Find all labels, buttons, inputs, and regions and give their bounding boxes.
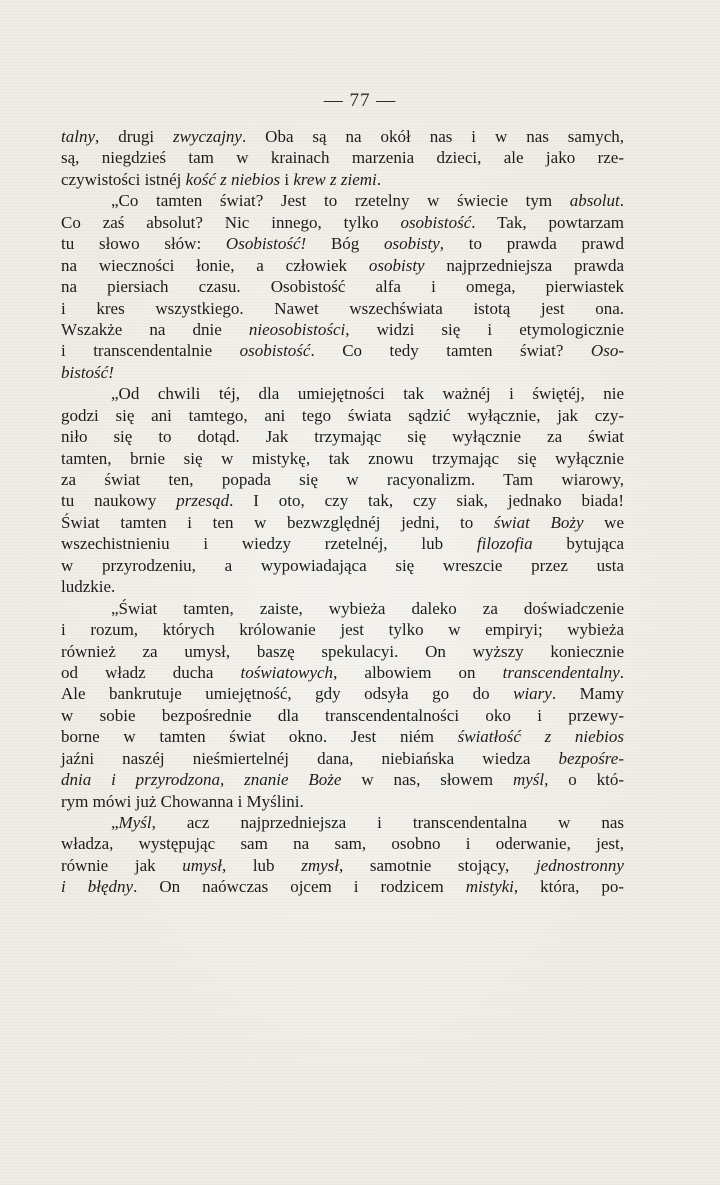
text-segment: , drugi <box>95 127 174 146</box>
text-segment: , <box>220 770 245 790</box>
text-segment: we <box>583 512 624 532</box>
text-segment: , albowiem on <box>333 662 503 682</box>
italic-text-segment: Osobistość! <box>225 234 307 254</box>
text-segment: , to prawda prawd <box>439 234 624 254</box>
text-line <box>61 426 624 447</box>
text-segment: „Od chwili téj, dla umiejętności tak ważnéj i świętéj, nie <box>111 384 624 404</box>
text-segment: . Tak, powtarzam <box>471 212 624 232</box>
text-segment: „Świat tamten, zaiste, wybieża daleko za doświadczenie <box>111 598 624 618</box>
text-line <box>61 169 624 190</box>
text-line <box>61 147 624 168</box>
text-segment: ludzkie. <box>61 577 116 597</box>
italic-text-segment: i błędny <box>61 877 134 897</box>
italic-text-segment: zwyczajny <box>173 127 242 146</box>
text-segment: i transcendentalnie <box>61 341 240 361</box>
text-line <box>61 748 624 769</box>
italic-text-segment: bezpośre- <box>558 748 624 768</box>
text-segment: na wieczności łonie, a człowiek <box>61 255 369 275</box>
text-line <box>61 769 624 790</box>
text-segment: tamten, brnie się w mistykę, tak znowu trzymając się wyłącznie <box>61 448 624 468</box>
italic-text-segment: absolut <box>569 191 620 211</box>
text-line <box>61 255 624 276</box>
text-line <box>61 298 624 319</box>
italic-text-segment: przesąd <box>176 491 230 511</box>
text-line <box>61 276 624 297</box>
text-segment: są, niegdzieś tam w krainach marzenia dzieci, ale jako rze- <box>61 148 624 168</box>
italic-text-segment: świat Boży <box>493 512 584 532</box>
text-segment: za świat ten, popada się w racyonalizm. Tam wiarowy, <box>61 470 624 489</box>
text-segment: jaźni naszéj nieśmiertelnéj dana, niebiańska wiedza <box>61 748 559 768</box>
text-segment: również za umysł, baszę spekulacyi. On wyższy koniecznie <box>61 641 624 661</box>
text-line <box>61 448 624 469</box>
italic-text-segment: kość z niebios <box>185 169 281 189</box>
text-line <box>61 383 624 404</box>
text-segment: , acz najprzedniejsza i transcendentalna w nas <box>151 813 624 832</box>
text-line <box>61 212 624 233</box>
text-segment: bytująca <box>532 534 624 554</box>
text-line <box>61 319 624 340</box>
text-segment: w nas, słowem <box>341 770 513 790</box>
text-segment: w przyrodzeniu, a wypowiadająca się wreszcie przez usta <box>61 555 624 575</box>
italic-text-segment: wiary <box>513 684 552 704</box>
text-segment: władza, występując sam na sam, osobno i oderwanie, jest, <box>61 834 624 854</box>
text-line <box>61 598 624 619</box>
text-segment: . <box>619 191 624 211</box>
text-line <box>61 490 624 511</box>
text-segment: i kres wszystkiego. Nawet wszechświata istotą jest ona. <box>61 298 624 318</box>
text-line <box>61 555 624 576</box>
italic-text-segment: osobistość <box>400 212 472 232</box>
text-line <box>61 662 624 683</box>
text-line <box>61 576 624 597</box>
text-line <box>61 512 624 533</box>
text-line <box>61 641 624 662</box>
italic-text-segment: Oso- <box>590 341 624 361</box>
text-segment: i <box>280 169 294 189</box>
text-segment: . <box>619 662 624 682</box>
text-line <box>61 233 624 254</box>
italic-text-segment: filozofia <box>476 534 533 554</box>
text-line <box>61 619 624 640</box>
text-segment: Ale bankrutuje umiejętność, gdy odsyła go do <box>61 684 514 704</box>
text-segment: . Co tedy tamten świat? <box>310 341 591 361</box>
italic-text-segment: światłość z niebios <box>457 727 624 747</box>
text-segment: i rozum, których królowanie jest tylko w empiryi; wybieża <box>61 620 624 640</box>
text-line <box>61 405 624 426</box>
italic-text-segment: umysł <box>182 855 222 875</box>
text-segment: . Mamy <box>551 684 624 704</box>
text-segment: Świat tamten i ten w bezwzględnéj jedni, to <box>61 512 494 532</box>
text-line <box>61 683 624 704</box>
text-segment: równie jak <box>61 855 183 875</box>
text-line <box>61 190 624 211</box>
text-segment: , samotnie stojący, <box>338 855 536 875</box>
text-line <box>61 726 624 747</box>
text-line <box>61 469 624 490</box>
text-segment: wszechistnieniu i wiedzy rzetelnéj, lub <box>61 534 477 554</box>
text-line <box>61 791 624 812</box>
text-segment: rym mówi już Chowanna i Myślini. <box>61 791 304 811</box>
italic-text-segment: Myśl <box>118 813 152 832</box>
text-segment: , o któ- <box>544 770 624 790</box>
text-segment: na piersiach czasu. Osobistość alfa i omega, pierwiastek <box>61 277 624 297</box>
text-line <box>61 362 624 383</box>
text-segment: , która, po- <box>513 877 625 897</box>
text-segment: . I oto, czy tak, czy siak, jednako biada! <box>229 491 625 511</box>
italic-text-segment: krew z ziemi <box>293 169 377 189</box>
italic-text-segment: osobisty <box>368 255 425 275</box>
text-segment: , lub <box>221 855 302 875</box>
italic-text-segment: mistyki <box>465 877 514 897</box>
text-segment: borne w tamten świat okno. Jest niém <box>61 727 458 747</box>
text-segment: Bóg <box>306 234 385 254</box>
italic-text-segment: nieosobistości <box>248 319 346 339</box>
italic-text-segment: transcendentalny <box>502 662 620 682</box>
text-segment: „ <box>111 813 119 832</box>
italic-text-segment: znanie Boże <box>244 770 342 790</box>
text-line <box>61 126 624 147</box>
text-line <box>61 340 624 361</box>
italic-text-segment: osobistość <box>239 341 311 361</box>
text-segment: tu słowo słów: <box>61 234 226 254</box>
text-segment: najprzedniejsza prawda <box>424 255 624 275</box>
text-segment: w sobie bezpośrednie dla transcendentalności oko i przewy- <box>61 705 624 725</box>
text-segment: Co zaś absolut? Nic innego, tylko <box>61 212 401 232</box>
italic-text-segment: myśl <box>512 770 545 790</box>
text-line <box>61 705 624 726</box>
italic-text-segment: dnia i przyrodzona <box>61 770 221 790</box>
page-number: — 77 — <box>323 90 397 111</box>
text-segment: . <box>376 169 381 189</box>
italic-text-segment: jednostronny <box>535 855 624 875</box>
text-line <box>61 533 624 554</box>
text-segment: godzi się ani tamtego, ani tego świata sądzić wyłącznie, jak czy- <box>61 405 624 425</box>
italic-text-segment: talny <box>61 127 95 146</box>
text-segment: . On naówczas ojcem i rodzicem <box>133 877 466 897</box>
text-line <box>61 876 624 897</box>
italic-text-segment: zmysł <box>301 855 339 875</box>
italic-text-segment: osobisty <box>384 234 440 254</box>
page-body-text <box>61 126 624 898</box>
italic-text-segment: toświatowych <box>240 662 334 682</box>
text-segment: Wszakże na dnie <box>61 319 249 339</box>
text-segment: czywistości istnéj <box>61 169 186 189</box>
text-line <box>61 855 624 876</box>
text-line <box>61 833 624 854</box>
text-line <box>61 812 624 833</box>
italic-text-segment: bistość! <box>61 362 114 382</box>
text-segment: . Oba są na okół nas i w nas samych, <box>241 127 624 146</box>
text-segment: „Co tamten świat? Jest to rzetelny w świecie tym <box>111 191 570 211</box>
text-segment: , widzi się i etymologicznie <box>345 319 624 339</box>
text-segment: niło się to dotąd. Jak trzymając się wyłącznie za świat <box>61 427 624 447</box>
text-segment: od władz ducha <box>61 662 241 682</box>
text-segment: tu naukowy <box>61 491 177 511</box>
